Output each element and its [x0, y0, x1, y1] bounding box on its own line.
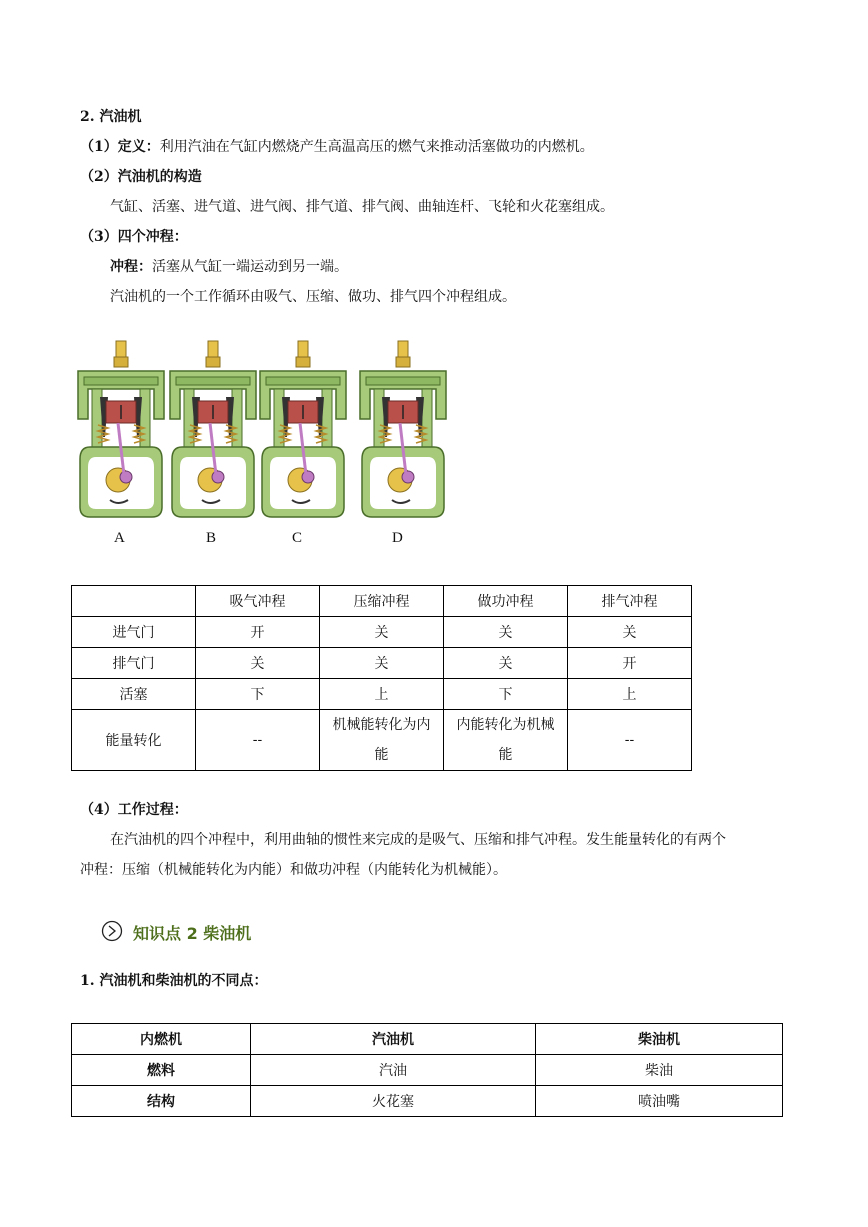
row-label: 能量转化	[72, 710, 196, 771]
row-label: 燃料	[72, 1055, 251, 1086]
stroke-term: 冲程：	[110, 259, 152, 275]
table-cell: 关	[444, 617, 568, 648]
strokes-label: （3）四个冲程：	[80, 229, 188, 245]
structure-label: （2）汽油机的构造	[80, 169, 202, 185]
definition-text: 利用汽油在气缸内燃烧产生高温高压的燃气来推动活塞做功的内燃机。	[159, 139, 594, 155]
table-cell: 下	[444, 679, 568, 710]
header-cell: 内燃机	[72, 1024, 251, 1055]
cycle-text: 汽油机的一个工作循环由吸气、压缩、做功、排气四个冲程组成。	[110, 289, 516, 305]
engine-a-diagram	[78, 341, 164, 517]
header-cell	[72, 586, 196, 617]
table-cell: 上	[320, 679, 444, 710]
cell-line: 能	[374, 747, 389, 763]
figure-label-c: C	[292, 530, 303, 546]
table-row	[72, 648, 692, 679]
cell-line: 机械能转化为内	[332, 717, 431, 733]
table-cell: 喷油嘴	[536, 1086, 783, 1117]
table-cell	[320, 710, 444, 771]
engine-d-diagram	[360, 341, 446, 517]
table-cell: 关	[320, 648, 444, 679]
stroke-definition-line	[110, 256, 348, 276]
table-cell: 汽油	[251, 1055, 536, 1086]
cell-line: 能	[498, 747, 513, 763]
knowledge-point-title: 知识点 2 柴油机	[133, 924, 252, 943]
four-stroke-engine-figure	[70, 335, 450, 555]
definition-label: （1）定义：	[80, 139, 160, 155]
header-cell: 做功冲程	[444, 586, 568, 617]
figure-label-a: A	[114, 530, 125, 546]
arrow-circle-icon	[101, 920, 123, 942]
process-line-1: 在汽油机的四个冲程中，利用曲轴的惯性来完成的是吸气、压缩和排气冲程。发生能量转化的有两个	[110, 832, 726, 848]
table-cell: --	[196, 710, 320, 771]
header-cell: 排气冲程	[568, 586, 692, 617]
table-cell: 上	[568, 679, 692, 710]
table-cell	[444, 710, 568, 771]
definition-line	[80, 136, 594, 156]
header-cell: 汽油机	[251, 1024, 536, 1055]
table-header-row	[72, 1024, 783, 1055]
table-cell: 柴油	[536, 1055, 783, 1086]
engine-b-diagram	[170, 341, 256, 517]
header-cell: 柴油机	[536, 1024, 783, 1055]
table-row	[72, 617, 692, 648]
figure-label-b: B	[206, 530, 217, 546]
table-cell: 开	[568, 648, 692, 679]
compare-table	[71, 1023, 783, 1117]
table-header-row	[72, 586, 692, 617]
cell-line: 内能转化为机械	[456, 717, 555, 733]
header-cell: 吸气冲程	[196, 586, 320, 617]
row-label: 活塞	[72, 679, 196, 710]
table-cell: 火花塞	[251, 1086, 536, 1117]
table-cell: --	[568, 710, 692, 771]
process-line-2: 冲程：压缩（机械能转化为内能）和做功冲程（内能转化为机械能）。	[80, 862, 507, 878]
table-cell: 关	[444, 648, 568, 679]
structure-text: 气缸、活塞、进气道、进气阀、排气道、排气阀、曲轴连杆、飞轮和火花塞组成。	[110, 199, 614, 215]
table-cell: 关	[196, 648, 320, 679]
table-cell: 关	[568, 617, 692, 648]
table-row	[72, 1086, 783, 1117]
row-label: 进气门	[72, 617, 196, 648]
table-cell: 下	[196, 679, 320, 710]
engine-c-diagram	[260, 341, 346, 517]
table-row	[72, 679, 692, 710]
table-cell: 关	[320, 617, 444, 648]
compare-title: 1. 汽油机和柴油机的不同点：	[80, 973, 268, 989]
figure-label-d: D	[392, 530, 403, 546]
process-label: （4）工作过程：	[80, 802, 188, 818]
table-row	[72, 1055, 783, 1086]
section-title: 2. 汽油机	[80, 109, 142, 125]
table-cell: 开	[196, 617, 320, 648]
row-label: 排气门	[72, 648, 196, 679]
stroke-definition: 活塞从气缸一端运动到另一端。	[152, 259, 348, 275]
header-cell: 压缩冲程	[320, 586, 444, 617]
stroke-table	[71, 585, 692, 771]
table-row-energy	[72, 710, 692, 771]
row-label: 结构	[72, 1086, 251, 1117]
